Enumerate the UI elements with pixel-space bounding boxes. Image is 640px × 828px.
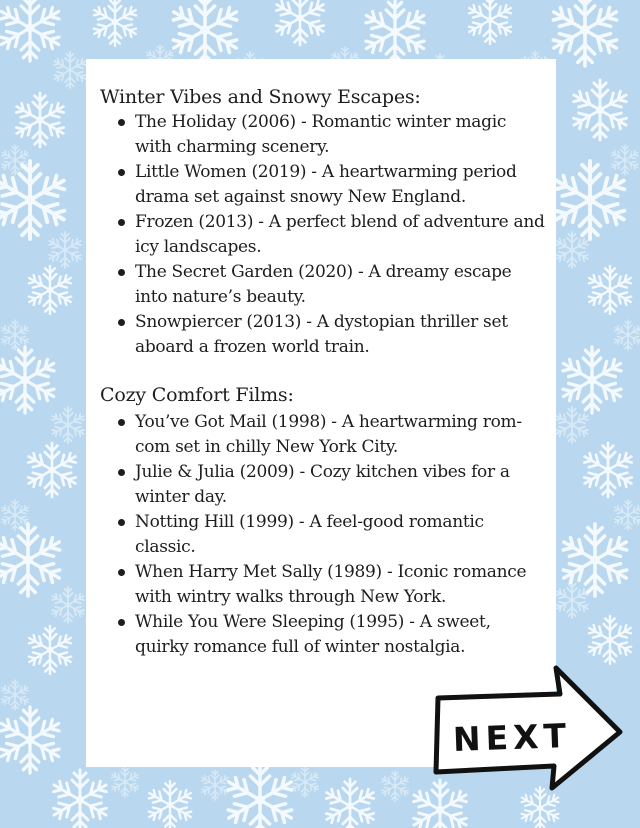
list-item: The Secret Garden (2020) - A dreamy escape into nature’s beauty. [135,260,545,310]
list-item: Frozen (2013) - A perfect blend of adventure and icy landscapes. [135,210,545,260]
next-label: NEXT [452,715,572,760]
section-title-winter-vibes: Winter Vibes and Snowy Escapes: [100,86,421,108]
list-item: Little Women (2019) - A heartwarming period drama set against snowy New England. [135,160,545,210]
list-item: You’ve Got Mail (1998) - A heartwarming rom-com set in chilly New York City. [135,410,545,460]
list-item: While You Were Sleeping (1995) - A sweet, quirky romance full of winter nostalgia. [135,610,545,660]
list-item: The Holiday (2006) - Romantic winter magic with charming scenery. [135,110,545,160]
list-item: Snowpiercer (2013) - A dystopian thriller set aboard a frozen world train. [135,310,545,360]
list-item: Julie & Julia (2009) - Cozy kitchen vibes for a winter day. [135,460,545,510]
content-card [86,59,556,767]
list-item: When Harry Met Sally (1989) - Iconic romance with wintry walks through New York. [135,560,545,610]
winter-vibes-list [135,110,545,360]
list-item: Notting Hill (1999) - A feel-good romantic classic. [135,510,545,560]
cozy-comfort-list [135,410,545,660]
section-title-cozy-comfort: Cozy Comfort Films: [100,384,294,406]
next-button[interactable] [430,662,628,794]
